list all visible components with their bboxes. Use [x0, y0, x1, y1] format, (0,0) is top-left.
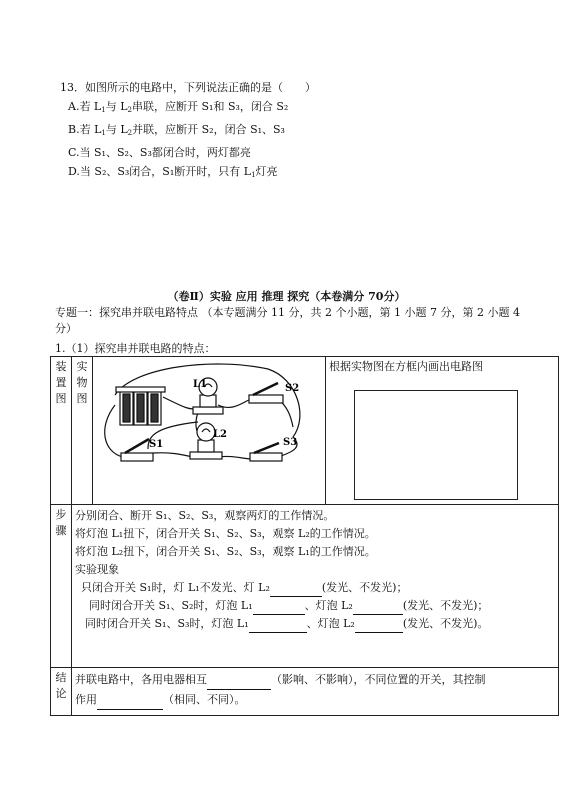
- label-conclusion: 结 论: [51, 668, 72, 716]
- conclusion-line-1: 并联电路中，各用电器相互 （影响、不影响），不同位置的开关，其控制: [75, 670, 555, 690]
- circuit-picture-cell: [93, 357, 326, 505]
- option-c: C.当 S₁、S₂、S₃都闭合时，两灯都亮: [68, 146, 251, 159]
- circuit-draw-box[interactable]: [354, 390, 518, 500]
- step-1: 分别闭合、断开 S₁、S₂、S₃，观察两灯的工作情况。: [75, 509, 335, 522]
- label-s1: S1: [149, 439, 164, 450]
- battery-icon: [116, 387, 165, 425]
- phenomenon-1: 只闭合开关 S₁时，灯 L₁不发光、灯 L₂ (发光、不发光)；: [75, 579, 555, 597]
- phenomenon-2: 同时闭合开关 S₁、S₂时，灯泡 L₁ 、灯泡 L₂ (发光、不发光)；: [75, 597, 555, 615]
- conclusion-cell: [72, 668, 559, 716]
- blank-4[interactable]: [249, 620, 307, 633]
- blank-6[interactable]: [207, 677, 271, 690]
- question-13-stem: 13．如图所示的电路中，下列说法正确的是（ ）: [60, 81, 316, 94]
- circuit-drawing: [93, 357, 325, 499]
- blank-7[interactable]: [97, 697, 163, 710]
- blank-5[interactable]: [355, 620, 403, 633]
- option-d: D.当 S₂、S₃闭合，S₁断开时，只有 $L_1$灯亮: [68, 165, 278, 179]
- label-apparatus: 装 置 图: [51, 357, 72, 505]
- blank-1[interactable]: [270, 584, 322, 597]
- switch-s3-icon: [250, 443, 282, 461]
- label-physical: 实 物 图: [72, 357, 93, 505]
- phenomena-title: 实验现象: [75, 563, 119, 576]
- phenomenon-3: 同时闭合开关 S₁、S₃时，灯泡 L₁ 、灯泡 L₂ (发光、不发光)。: [75, 615, 555, 633]
- question-1-header: 1.（1）探究串并联电路的特点：: [55, 342, 216, 355]
- step-2: 将灯泡 L₁扭下，闭合开关 S₁、S₂、S₃，观察 L₂的工作情况。: [75, 527, 376, 540]
- topic-header: 专题一：探究串并联电路特点 （本专题满分 11 分，共 2 个小题，第 1 小题 7 分，第 2 小题 4 分）: [55, 306, 520, 335]
- label-l2: L2: [213, 429, 227, 440]
- blank-2[interactable]: [253, 602, 305, 615]
- option-b: B.若 $L_1$与 $L_2$并联，应断开 S₂，闭合 S₁、S₃: [68, 123, 285, 137]
- section-title: （卷Ⅱ）实验 应用 推理 探究（本卷满分 70分）: [167, 290, 406, 303]
- option-a: A.若 $L_1$与 $L_2$串联，应断开 S₁和 S₃，闭合 S₂: [68, 100, 289, 114]
- draw-prompt: 根据实物图在方框内画出电路图: [329, 360, 483, 373]
- switch-s2-icon: [249, 383, 283, 403]
- table-row-conclusion: [51, 668, 559, 716]
- steps-cell: [72, 505, 559, 668]
- blank-3[interactable]: [353, 602, 403, 615]
- table-row-steps: [51, 505, 559, 668]
- label-l1: L1: [193, 379, 207, 390]
- step-3: 将灯泡 L₂扭下，闭合开关 S₁、S₂、S₃，观察 L₁的工作情况。: [75, 545, 376, 558]
- label-s2: S2: [285, 383, 300, 394]
- label-s3: S3: [283, 437, 298, 448]
- conclusion-line-2: 作用 （相同、不同）。: [75, 690, 555, 710]
- label-steps: 步 骤: [51, 505, 72, 668]
- question-13: [60, 78, 316, 185]
